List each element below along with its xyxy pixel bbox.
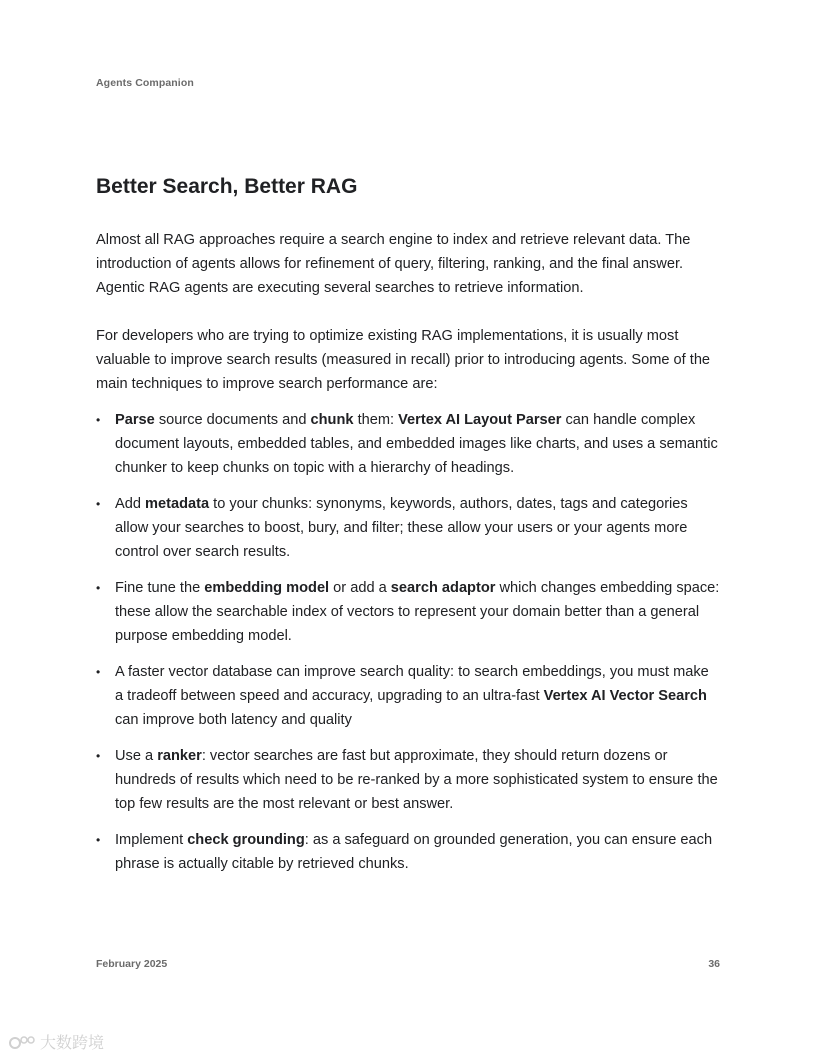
list-text: Add — [115, 496, 146, 512]
list-text: or add a — [329, 580, 391, 596]
term-ranker: ranker — [157, 748, 202, 764]
list-text: can handle complex document layouts, embedded tables, and embedded images like charts, and uses a semantic chunker to keep chunks on topic with a hierarchy of headings. — [115, 412, 718, 476]
list-text: Use a — [115, 748, 158, 764]
paragraph-intro: Almost all RAG approaches require a search engine to index and retrieve relevant data. The introduction of agents allows for refinement of query, filtering, ranking, and the final answer. Agentic RAG agents are executing several searches to retrieve information. — [96, 232, 691, 296]
term-check-grounding: check grounding — [187, 832, 305, 848]
running-header: Agents Companion — [96, 77, 194, 89]
list-text: them: — [353, 412, 399, 428]
paragraph-techniques: For developers who are trying to optimize existing RAG implementations, it is usually most valuable to improve search results (measured in recall) prior to introducing agents. Some of the main techniques to improve search performance are: — [96, 328, 711, 392]
list-item-embedding — [96, 576, 720, 648]
list-text: can improve both latency and quality — [115, 712, 352, 728]
list-item-parse-chunk — [96, 408, 720, 480]
watermark-logo-icon — [8, 1033, 38, 1051]
list-item-metadata — [96, 492, 720, 564]
term-metadata: metadata — [145, 496, 210, 512]
page-number: 36 — [708, 958, 720, 970]
watermark-text: 大数跨境 — [40, 1035, 105, 1052]
bullet-icon: • — [96, 497, 101, 511]
list-text: Implement — [115, 832, 188, 848]
bullet-icon: • — [96, 749, 101, 763]
list-text: to your chunks: synonyms, keywords, authors, dates, tags and categories allow your searches to boost, bury, and filter; these allow your users or your agents more control over search results. — [115, 496, 688, 560]
list-text: source documents and — [154, 412, 311, 428]
list-item-ranker — [96, 744, 720, 816]
term-embedding-model: embedding model — [204, 580, 330, 596]
list-text: A faster vector database can improve search quality: to search embeddings, you must make a tradeoff between speed and accuracy, upgrading to an ultra-fast — [115, 664, 709, 704]
list-item-grounding — [96, 828, 720, 876]
term-parse: Parse — [115, 412, 155, 428]
bullet-icon: • — [96, 581, 101, 595]
bullet-icon: • — [96, 833, 101, 847]
list-text: which changes embedding space: these allow the searchable index of vectors to represent your domain better than a general purpose embedding model. — [115, 580, 720, 644]
bullet-icon: • — [96, 413, 101, 427]
term-search-adaptor: search adaptor — [390, 580, 496, 596]
list-item-vector-db — [96, 660, 720, 732]
term-vector-search: Vertex AI Vector Search — [543, 688, 707, 704]
watermark — [8, 1030, 104, 1053]
techniques-list — [96, 408, 720, 888]
section-title: Better Search, Better RAG — [96, 175, 358, 198]
footer-date: February 2025 — [96, 958, 168, 970]
bullet-icon: • — [96, 665, 101, 679]
term-layout-parser: Vertex AI Layout Parser — [398, 412, 562, 428]
list-text: : as a safeguard on grounded generation, you can ensure each phrase is actually citable by retrieved chunks. — [115, 832, 713, 872]
list-text: : vector searches are fast but approximate, they should return dozens or hundreds of results which need to be re-ranked by a more sophisticated system to ensure the top few results are the most relevant or best answer. — [115, 748, 718, 812]
list-text: Fine tune the — [115, 580, 205, 596]
term-chunk: chunk — [310, 412, 354, 428]
